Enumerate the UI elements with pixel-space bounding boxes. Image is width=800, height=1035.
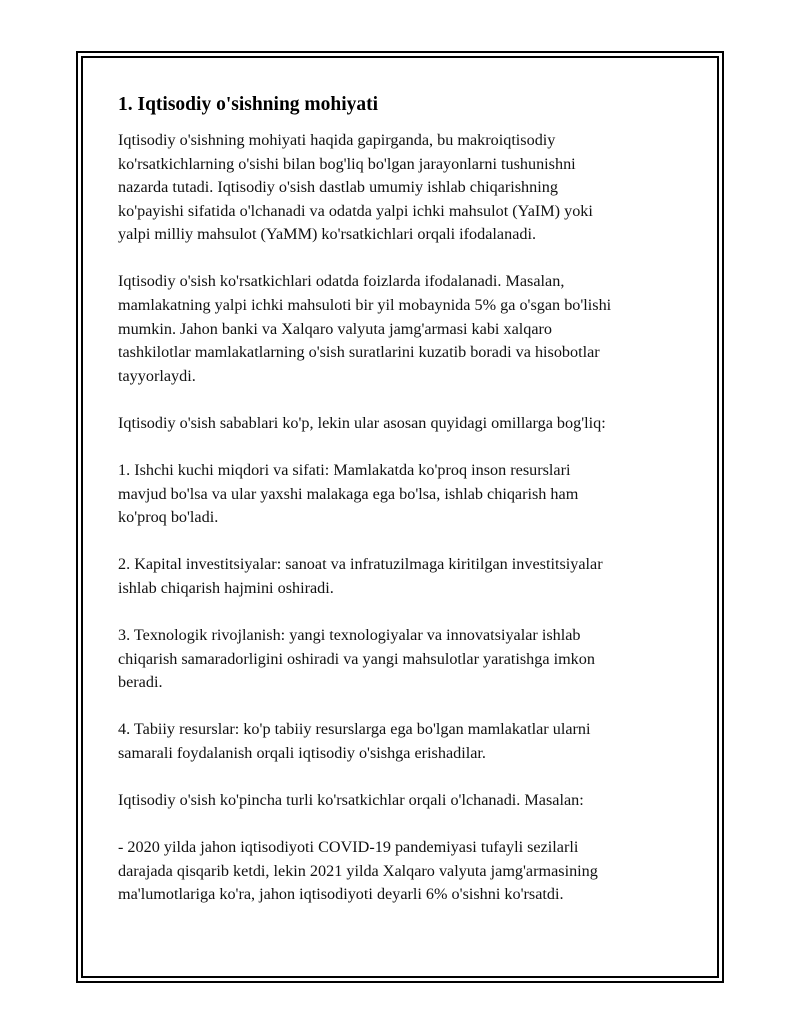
list-item-capital: 2. Kapital investitsiyalar: sanoat va infratuzilmaga kiritilgan investitsiyalar ishlab chiqarish hajmini oshiradi. (118, 555, 603, 597)
paragraph-example-2020: - 2020 yilda jahon iqtisodiyoti COVID-19 pandemiyasi tufayli sezilarli darajada qisqarib ketdi, lekin 2021 yilda Xalqaro valyuta jamg'armasining ma'lumotlariga ko'ra, jahon iqtisodiyoti deyarli 6% o'sishni ko'rsatdi. (118, 838, 598, 904)
list-item-resources: 4. Tabiiy resurslar: ko'p tabiiy resurslarga ega bo'lgan mamlakatlar ularni samarali foydalanish orqali iqtisodiy o'sishga erishadilar. (118, 720, 591, 762)
list-item-labor: 1. Ishchi kuchi miqdori va sifati: Mamlakatda ko'proq inson resurslari mavjud bo'lsa va ular yaxshi malakaga ega bo'lsa, ishlab chiqarish ham ko'proq bo'ladi. (118, 461, 579, 527)
paragraph-causes-intro: Iqtisodiy o'sish sabablari ko'p, lekin ular asosan quyidagi omillarga bog'liq: (118, 413, 606, 432)
paragraph-intro: Iqtisodiy o'sishning mohiyati haqida gapirganda, bu makroiqtisodiy ko'rsatkichlarning o'sishi bilan bog'liq bo'lgan jarayonlarni tushunishni nazarda tutadi. Iqtisodiy o'sish dastlab umumiy ishlab chiqarishning ko'payishi sifatida o'lchanadi va odatda yalpi ichki mahsulot (YaIM) yoki yalpi milliy mahsulot (YaMM) ko'rsatkichlari orqali ifodalanadi. (118, 131, 593, 244)
paragraph-indicators: Iqtisodiy o'sish ko'rsatkichlari odatda foizlarda ifodalanadi. Masalan, mamlakatning yalpi ichki mahsuloti bir yil mobaynida 5% ga o'sgan bo'lishi mumkin. Jahon banki va Xalqaro valyuta jamg'armasi kabi xalqaro tashkilotlar mamlakatlarning o'sish suratlarini kuzatib boradi va hisobotlar tayyorlaydi. (118, 272, 612, 385)
document-body (118, 92, 688, 930)
paragraph-measurement: Iqtisodiy o'sish ko'pincha turli ko'rsatkichlar orqali o'lchanadi. Masalan: (118, 790, 584, 809)
list-item-technology: 3. Texnologik rivojlanish: yangi texnologiyalar va innovatsiyalar ishlab chiqarish samaradorligini oshiradi va yangi mahsulotlar yaratishga imkon beradi. (118, 626, 595, 692)
section-heading: 1. Iqtisodiy o'sishning mohiyati (118, 94, 379, 115)
